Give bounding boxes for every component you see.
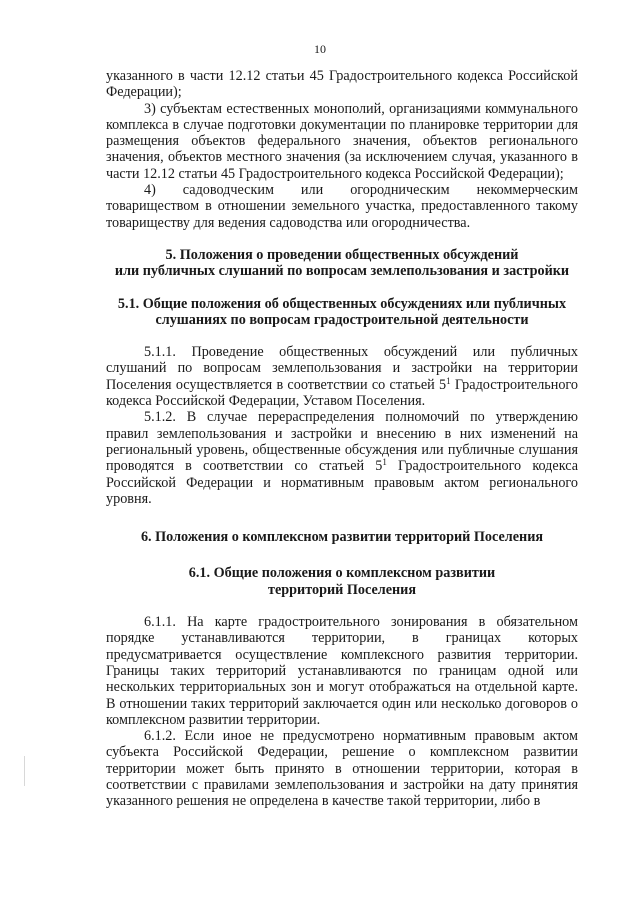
section-6-1-heading-line1: 6.1. Общие положения о комплексном развитии	[188, 565, 496, 582]
page-number: 10	[314, 42, 326, 56]
scan-margin-mark	[24, 756, 25, 786]
paragraph: 4) садоводческим или огородническим некоммерческим товариществом в отношении земельного участка, предоставленного такому товариществу для ведения садоводства или огородничества.	[106, 182, 578, 231]
paragraph-5-1-2	[106, 409, 578, 507]
paragraph-text: Градостроительного кодекса Российской Федерации и нормативным правовым актом регионального уровня.	[106, 458, 579, 507]
paragraph-5-1-1	[106, 344, 578, 409]
paragraph-text: 5.1.1. Проведение общественных обсуждений или публичных слушаний по вопросам землепользования и застройки на территории Поселения осуществляется в соответствии со статьей 5	[106, 344, 578, 393]
section-5-1-heading-line2: слушаниях по вопросам градостроительной деятельности	[155, 311, 529, 328]
paragraph-6-1-1: 6.1.1. На карте градостроительного зонирования в обязательном порядке устанавливаются территории, в границах которых предусматривается осуществление комплексного развития территории. Границы таких территорий устанавливаются по границам одной или нескольких территориальных зон и могут отображаться на отдельной карте. В отношении таких территорий заключается один или несколько договоров о комплексном развитии территории.	[106, 614, 578, 728]
paragraph-6-1-2: 6.1.2. Если иное не предусмотрено нормативным правовым актом субъекта Российской Федерации, решение о комплексном развитии территории может быть принято в отношении территории, которая в соответствии с правилами землепользования и застройки на дату принятия указанного решения не определена в качестве такой территории, либо в	[106, 728, 578, 810]
section-5-heading-line2: или публичных слушаний по вопросам землепользования и застройки	[114, 263, 570, 280]
section-6-1-heading-line2: территорий Поселения	[267, 581, 417, 598]
paragraph: 3) субъектам естественных монополий, организациями коммунального комплекса в случае подготовки документации по планировке территории для размещения объектов федерального значения, объектов регионального значения, объектов местного значения (за исключением случая, указанного в части 12.12 статьи 45 Градостроительного кодекса Российской Федерации);	[106, 100, 578, 182]
section-5-1-heading	[106, 296, 578, 329]
section-6-1-heading	[106, 565, 578, 598]
superscript: 1	[446, 375, 451, 386]
paragraph: указанного в части 12.12 статьи 45 Градостроительного кодекса Российской Федерации);	[106, 68, 578, 101]
document-body	[106, 68, 578, 810]
section-5-1-heading-line1: 5.1. Общие положения об общественных обсуждениях или публичных	[117, 295, 567, 312]
section-5-heading	[106, 247, 578, 280]
paragraph-text: Градостроительного кодекса Российской Федерации, Уставом Поселения.	[106, 376, 578, 410]
section-6-heading: 6. Положения о комплексном развитии территорий Поселения	[140, 529, 544, 546]
section-5-heading-line1: 5. Положения о проведении общественных обсуждений	[165, 246, 519, 263]
superscript: 1	[382, 457, 387, 468]
paragraph-text: 5.1.2. В случае перераспределения полномочий по утверждению правил землепользования и застройки и внесению в них изменений на региональный уровень, общественные обсуждения или публичные слушания проводятся в соответствии со статьей 5	[106, 409, 578, 475]
